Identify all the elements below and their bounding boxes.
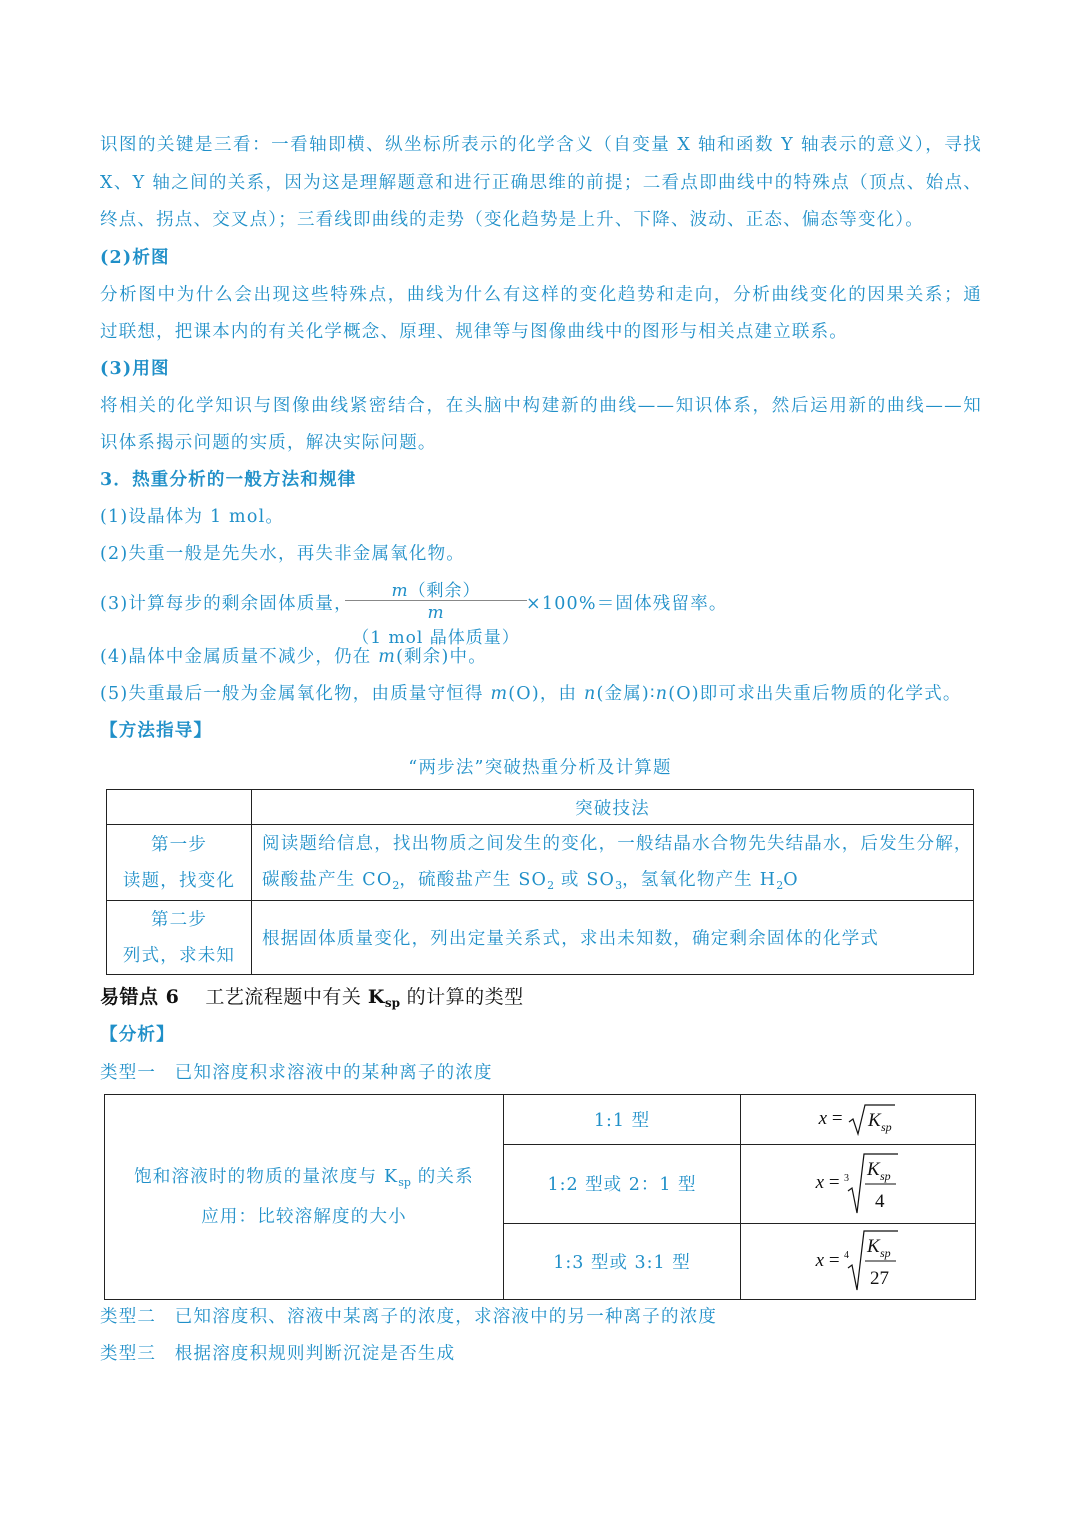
step-4: (4)晶体中金属质量不减少，仍在 m(剩余)中。 [100, 647, 487, 667]
svg-text:sp: sp [880, 1168, 891, 1183]
type-1-3-label: 1:3 型或 3:1 型 [553, 1252, 691, 1273]
svg-text:27: 27 [870, 1268, 890, 1290]
formula-cuberoot-ksp-over-4: x = 3 K sp 4 [816, 1172, 901, 1193]
svg-text:4: 4 [844, 1250, 850, 1262]
step-two-text: 根据固体质量变化，列出定量关系式，求出未知数，确定剩余固体的化学式 [262, 929, 880, 949]
fourth-root-symbol-icon [844, 1228, 900, 1294]
table1-header: 突破技法 [575, 798, 650, 819]
para1-line1: 识图的关键是三看：一看轴即横、纵坐标所表示的化学含义（自变量 X 轴和函数 Y 轴表示的意义），寻找 [100, 135, 982, 155]
para2-line1: 分析图中为什么会出现这些特殊点，曲线为什么有这样的变化趋势和走向，分析曲线变化的因果关系；通 [100, 285, 982, 305]
fraction-numerator: m（剩余） [391, 581, 481, 601]
application-note: 应用：比较溶解度的大小 [201, 1207, 407, 1227]
ksp-K: K [868, 1109, 882, 1131]
step-one-text-line1: 阅读题给信息，找出物质之间发生的变化，一般结晶水合物先失结晶水，后发生分解， [262, 833, 973, 854]
step-two-desc: 列式，求未知 [122, 945, 236, 966]
error-point-6-heading: 易错点 6 工艺流程题中有关 $K_{sp}$ 的计算的类型 [100, 986, 524, 1010]
method-guide-tag: 【方法指导】 [100, 721, 213, 741]
formula-fourthroot-ksp-over-27: x = 4 K sp 27 [816, 1250, 901, 1271]
step-2: (2)失重一般是先失水，再失非金属氧化物。 [100, 544, 465, 564]
type-two: 类型二 已知溶度积、溶液中某离子的浓度，求溶液中的另一种离子的浓度 [100, 1307, 718, 1327]
ksp-sub: sp [881, 1119, 892, 1134]
svg-text:K: K [867, 1158, 881, 1180]
svg-text:4: 4 [875, 1190, 885, 1212]
formula-sqrt-ksp: x = K sp [819, 1108, 898, 1129]
svg-text:sp: sp [880, 1246, 891, 1261]
residue-fraction [345, 576, 527, 648]
para2-line2: 过联想，把课本内的有关化学概念、原理、规律等与图像曲线中的图形与相关点建立联系。 [100, 322, 848, 342]
para1-line3: 终点、拐点、交叉点）；三看线即曲线的走势（变化趋势是上升、下降、波动、正态、偏态等变化）。 [100, 210, 924, 230]
heading-use-graph: (3)用图 [100, 359, 170, 379]
analysis-tag: 【分析】 [100, 1025, 175, 1045]
type-1-2-label: 1:2 型或 2：1 型 [547, 1175, 697, 1196]
step-one-text-line2: 碳酸盐产生 $CO_2$，硫酸盐产生 $SO_2$ 或 $SO_3$，氢氧化物产生 $H_2O$ [262, 869, 799, 892]
step-one-label: 第一步 [150, 834, 208, 855]
para1-line2: X、Y 轴之间的关系，因为这是理解题意和进行正确思维的前提；二看点即曲线中的特殊点（顶点、始点、 [100, 173, 982, 193]
svg-text:3: 3 [844, 1172, 850, 1184]
cube-root-symbol-icon [844, 1151, 900, 1217]
saturated-concentration-relation: 饱和溶液时的物质的量浓度与 $K_{sp}$ 的关系 [134, 1167, 474, 1189]
step-3-suffix: ×100%＝固体残留率。 [526, 594, 728, 614]
type-one: 类型一 已知溶度积求溶液中的某种离子的浓度 [100, 1063, 493, 1083]
step-two-label: 第二步 [150, 909, 208, 930]
step-one-desc: 读题，找变化 [122, 870, 236, 891]
two-step-table [106, 789, 974, 975]
step-5: (5)失重最后一般为金属氧化物，由质量守恒得 m(O)，由 n(金属)∶n(O)即可求出失重后物质的化学式。 [100, 684, 962, 704]
para3-line1: 将相关的化学知识与图像曲线紧密结合，在头脑中构建新的曲线——知识体系，然后运用新的曲线——知 [100, 396, 982, 416]
para3-line2: 识体系揭示问题的实质，解决实际问题。 [100, 433, 437, 453]
fraction-denominator: m（1 mol 晶体质量） [352, 603, 520, 648]
step-3-prefix: (3)计算每步的剩余固体质量， [100, 594, 353, 614]
svg-text:K: K [867, 1236, 881, 1258]
step-1: (1)设晶体为 1 mol。 [100, 507, 285, 527]
type-1-1-label: 1:1 型 [593, 1111, 651, 1132]
section-3-title: 3．热重分析的一般方法和规律 [100, 470, 357, 490]
type-three: 类型三 根据溶度积规则判断沉淀是否生成 [100, 1344, 456, 1364]
sqrt-symbol-icon [847, 1102, 897, 1138]
table1-caption: “两步法”突破热重分析及计算题 [408, 758, 672, 778]
ksp-relation-table [104, 1094, 976, 1300]
heading-analyze-graph: (2)析图 [100, 248, 170, 268]
